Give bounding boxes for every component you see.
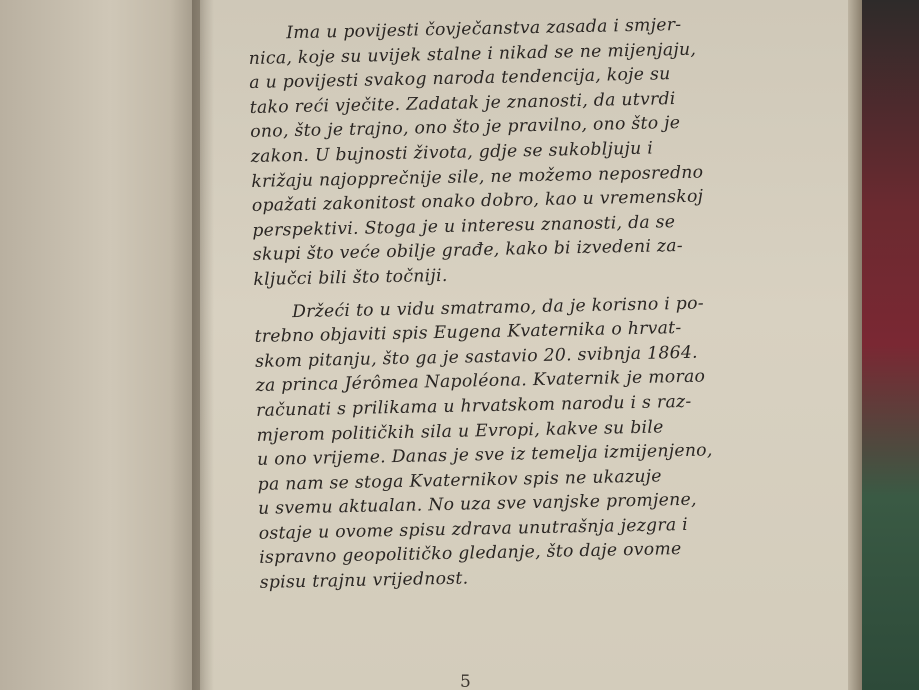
text-line: ključci bili što točniji. — [253, 265, 448, 290]
text-line: a u povijesti svakog naroda tendencija, koje su — [249, 64, 671, 94]
text-line: ono, što je trajno, ono što je pravilno, ono što je — [250, 113, 681, 143]
left-page — [0, 0, 200, 690]
text-line: pa nam se stoga Kvaternikov spis ne ukazuje — [257, 466, 663, 495]
text-line: mjerom političkih sila u Evropi, kakve su bile — [256, 416, 664, 446]
paragraph-2 — [254, 290, 760, 596]
text-line: ispravno geopolitičko gledanje, što daje ovome — [259, 539, 682, 569]
text-line: Ima u povijesti čovječanstva zasada i smjer- — [286, 14, 682, 44]
text-line: ostaje u ovome spisu zdrava unutrašnja jezgra i — [258, 514, 689, 544]
text-line: tako reći vječite. Zadatak je znanosti, da utvrdi — [249, 88, 676, 118]
text-line: nica, koje su uvijek stalne i nikad se ne mijenjaju, — [248, 39, 697, 69]
background-cloth — [862, 0, 919, 690]
text-line: perspektivi. Stoga je u interesu znanosti, da se — [252, 211, 676, 241]
text-line: za princa Jérômea Napoléona. Kvaternik je morao — [255, 366, 706, 397]
paragraph-1 — [248, 12, 754, 293]
text-line: križaju najopprečnije sile, ne možemo neposredno — [251, 162, 704, 192]
text-line: skupi što veće obilje građe, kako bi izvedeni za- — [252, 236, 684, 266]
book-gutter — [192, 0, 214, 690]
text-line: Držeći to u vidu smatramo, da je korisno i po- — [291, 293, 705, 322]
body-text — [248, 12, 760, 596]
text-line: zakon. U bujnosti života, gdje se sukobljuju i — [250, 138, 654, 167]
text-line: skom pitanju, što ga je sastavio 20. svibnja 1864. — [254, 342, 699, 372]
text-line: u ono vrijeme. Danas je sve iz temelja izmijenjeno, — [256, 440, 713, 470]
page-number: 5 — [460, 672, 471, 690]
text-line: trebno objaviti spis Eugena Kvaternika o hrvat- — [254, 318, 682, 348]
text-line: u svemu aktualan. No uza sve vanjske promjene, — [257, 489, 697, 520]
text-line: računati s prilikama u hrvatskom narodu i s raz- — [255, 391, 692, 421]
page-edge — [848, 0, 862, 690]
text-line: spisu trajnu vrijednost. — [259, 568, 469, 593]
text-line: opažati zakonitost onako dobro, kao u vremenskoj — [251, 186, 704, 217]
